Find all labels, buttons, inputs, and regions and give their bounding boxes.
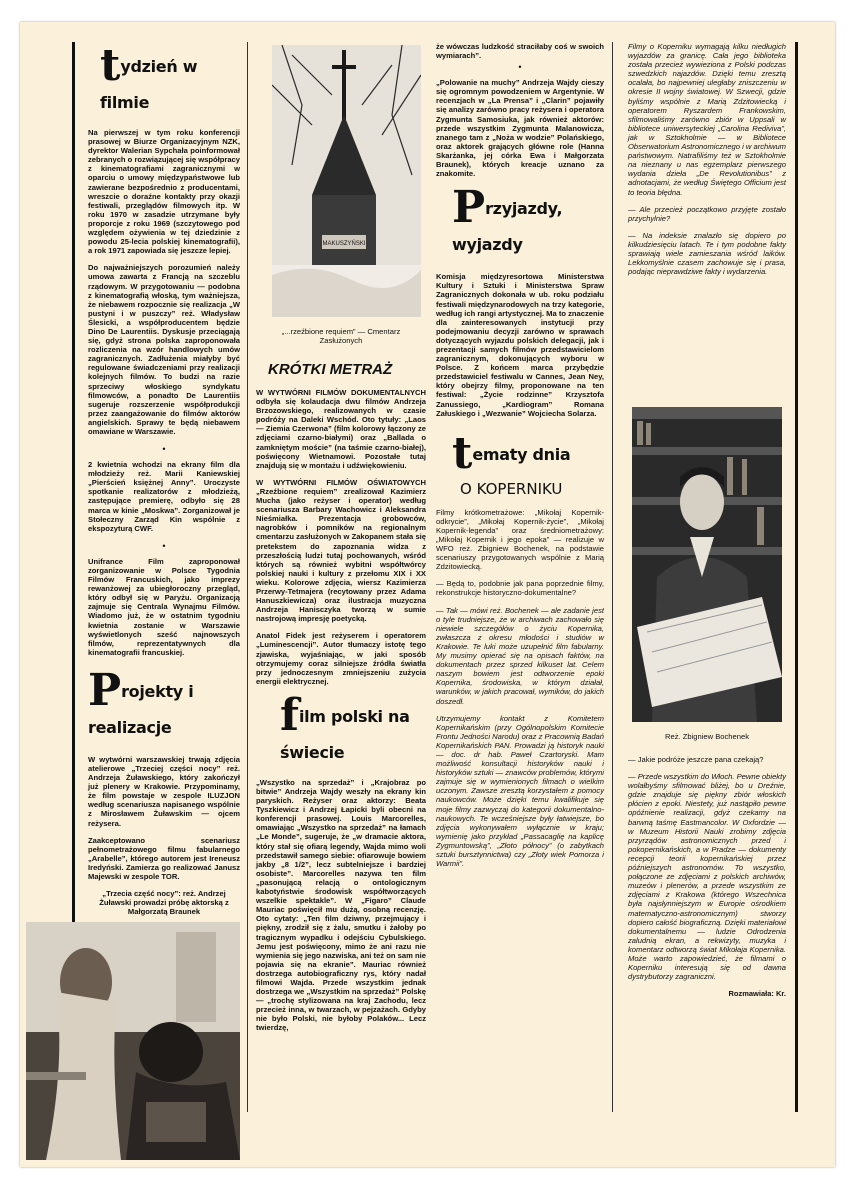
article-paragraph: Komisja międzyresortowa Ministerstwa Kultury i Sztuki i Ministerstwa Spraw Zagranicznych dokonała w ub. roku podziału festiwali międzynarodowych na trzy kategorie, według ich rangi artystycznej. Ma to znaczenie dla zainteresowanych instytucji przy podejmowaniu decyzji zarówno w sprawach dotyczących wyjazdu polskich delegacji, jak i prezentacji samych filmów przedstawicielom zagranicznym, dokonujących wyboru w Polsce. Z końcem marca przybędzie przedstawiciel festiwalu w Cannes, Jean Ney, który obejrzy filmy, proponowane na ten festiwal: „Życie rodzinne” Krzysztofa Zanussiego, „Kardiogram” Romana Załuskiego i „Wezwanie” Wojciecha Solarza. (436, 272, 604, 418)
article-paragraph: W WYTWÓRNI FILMÓW OŚWIATOWYCH „Rzeźbione requiem” zrealizował Kazimierz Mucha (jako reżyser i operator) według scenariusza Barbary Wachowicz i Aleksandra Nieśmiałka. Prezentacja grobowców, nagrobków i pomników na regionalnym cmentarzu zasłużonych w Zakopanem stała się pretekstem do zapoznania widza z przeszłością ludzi tutaj pochowanych, wśród których są również wybitni współtwórcy polskiej nauki i kultury z przełomu XIX i XX wieku. Kolorowe zdjęcia, wiersz Kazimierza Przerwy-Tetmajera (recytowany przez Adama Hanuszkiewicza) oraz ilustracja muzyczna Andrzeja Hanisczyka tworzą w sumie nastrojową impresję poetycką. (256, 477, 426, 624)
section-heading-film-polski: film polski na świecie (280, 689, 410, 762)
column-1 (88, 42, 240, 924)
author-signature: Rozmawiała: Kr. (728, 989, 786, 999)
article-paragraph: Filmy krótkometrażowe: „Mikołaj Kopernik-odkrycie”, „Mikołaj Kopernik-życie”, „Mikołaj Kopernik-legenda” oraz średniometrażowy: „Mikołaj Kopernik i jego epoka” — realizuje w WFO reż. Zbigniew Bochenek, na podstawie scenariuszy przygotowanych wspólnie z Marią Zdzitowiecką. (436, 507, 604, 572)
article-paragraph: Do najważniejszych porozumień należy umowa zawarta z Francją na szczeblu rządowym. W przygotowaniu — podobna z kinematografią włoską, tym ważniejsza, że niebawem rozpocznie się realizacja „W pustyni i w puszczy” reż. Władysław Ślesicki, a współproducentem będzie Dino De Laurentiis. Dyskusje przeciągają się, gdyż strona polska zaproponowała rozliczenia na wzór handlowych umów zagranicznych. Zadłużenia miałyby być regulowane świadczeniami przy realizacji kolejnych filmów. To budzi na razie sprzeciwy włoskiego syndykatu filmowców, a ponadto De Laurentiis sugeruje rozszerzenie współprodukcji przez zaangażowanie do filmów aktorów angielskich. Sprawy te będą niebawem omawiane w Warszawie. (88, 263, 240, 436)
director-portrait-photo (632, 407, 782, 722)
column-4-lower (628, 728, 786, 998)
article-subheading: O KOPERNIKU (460, 479, 563, 498)
film-still-photo (26, 922, 240, 1160)
film-still-illustration (26, 922, 240, 1160)
article-paragraph: — Jakie podróże jeszcze pana czekają? (628, 755, 764, 764)
article-paragraph: — Ale przecież początkowo przyjęte zostało przychylnie? (628, 204, 786, 223)
article-paragraph: Filmy o Koperniku wymagają kilku niedługich wyjazdów za granicę. Cała jego biblioteka została przecież wywieziona z Polski podczas szwedzkich najazdów. Dzięki temu zresztą ocalała, bo najpewniej uległaby zniszczeniu w okresie II wojny światowej. W Szwecji, gdzie byliśmy wspólnie z Marią Zdzitowiecką i operatorem Ryszardem Frankowskim, sfilmowaliśmy zarówno zbiór w Uppsali w bibliotece uniwersyteckiej „Carolina Rediviva”, jak w Sztokholmie — w Bibliotece Obserwatorium Astronomicznego i w archiwum państwowym. Natrafiliśmy też w Sztokholmie na nieznany u nas egzemplarz pierwszego wydania dzieła „De Revolutionibus” z adnotacjami, że według Świętego Officium jest to teoria błędna. (628, 42, 786, 197)
stone-inscription: MAKUSZYŃSKI (322, 241, 366, 247)
photo-caption: Reż. Zbigniew Bochenek (665, 732, 749, 741)
article-paragraph: „Wszystko na sprzedaż” i „Krajobraz po bitwie” Andrzeja Wajdy weszły na ekrany kin paryskich. Reżyser oraz aktorzy: Beata Tyszkiewicz i Andrzej Łapicki byli obecni na konferencji prasowej. Louis Marcorelles, omawiając „Wszystko na sprzedaż” na łamach „Le Monde”, sugeruje, że „w dramacie aktora, który stał się ofiarą legendy, Wajda mimo woli przedstawił samego siebie: ofiarowuje bowiem jakby „8 1/2”, lecz subtelniejsze i bardziej osobiste”. Marcorelles nazywa ten film „pasonującą relacją o ontologicznym kabotyństwie środowisk współtworzących wszelkie spektakle”. W „Figaro” Claude Mauriac poświęcił mu dużą, osobną recenzję. Oto cytaty: „Ten film dziwny, przejmujący i piękny, zrodził się z żalu, smutku i żałoby po tragicznym wypadku i odejściu Cybulskiego. Jemu jest poświęcony, mimo że ani razu nie wymienia się jego nazwiska, ani też on sam nie pojawia się na ekranie”. Mauriac również dostrzega autobiograficzny rys, który nadał filmowi Wajda. Przede wszystkim jednak dostrzega we „Wszystkim na sprzedaż” Polskę — „trochę stylizowana na kraj Zachodu, lecz przecież inna, w twarzach, w pejzażach. Gdyby nie było Polski, nie byłoby Polaków... Lecz twierdzę, (256, 777, 426, 1033)
article-paragraph: Anatol Fidek jest reżyserem i operatorem „Luminescencji”. Autor tłumaczy istotę tego zjawiska, wyjaśniając, w jaki sposób otrzymujemy coraz silniejsze źródła światła przy jednoczesnym zmniejszeniu zużycia energii elektrycznej. (256, 631, 426, 686)
photo-caption: „...rzeźbione requiem” — Cmentarz Zasłużonych (281, 327, 401, 345)
article-paragraph: „Polowanie na muchy” Andrzeja Wajdy cieszy się ogromnym powodzeniem w Argentynie. W recenzjach w „La Prensa” i „Clarin” pojawiły się analizy zarówno pracy reżysera i operatora Zygmunta Samosiuka, jak również aktorów: przede wszystkim Zygmunta Malanowicza, znanego tam z „Noża w wodzie” Polańskiego, oraz aktorek grających główne role (Hanna Skarżanka, jej córka Ewa i Małgorzata Braunek), których kreacje uznano za znakomite. (436, 78, 604, 179)
section-heading-tydzien: tydzień w filmie (100, 40, 198, 112)
separator-dot: • (518, 62, 522, 73)
article-paragraph: — Będą to, podobnie jak pana poprzednie filmy, rekonstrukcje historyczno-dokumentalne? (436, 579, 604, 598)
article-paragraph: W WYTWÓRNI FILMÓW DOKUMENTALNYCH odbyła się kolaudacja dwu filmów Andrzeja Brzozowskiego, realizowanych w czasie podróży na Daleki Wschód. Oto tytuły: „Laos — Ziemia Czerwona” (film kolorowy łączony ze zdjęciami czarno-białymi) oraz „Ballada o zamkniętym moście” (na taśmie czarno-białej), poświęcony Wietnamowi. Pozostałe tutaj znajdują się w montażu i udźwiękowieniu. (256, 388, 426, 470)
article-paragraph: Na pierwszej w tym roku konferencji prasowej w Biurze Organizacyjnym NZK, dyrektor Walerian Sypchała poinformował zebranych o rozwiązującej się współpracy z kinematografiami zagranicznymi w oparciu o umowy międzypaństwowe lub zawierane bezpośrednio z producentami, wreszcie o doraźne kontakty przy okazji festiwali, przeglądów filmowych itp. W roku 1970 w zasadzie utrzymane były proporcje z roku 1969 (szczytowego pod względem ożywienia w tej dziedzinie z powodu 25-lecia polskiej kinematografii), a rok 1971 zapowiada się jeszcze lepiej. (88, 128, 240, 256)
cemetery-illustration (272, 45, 421, 317)
article-paragraph: 2 kwietnia wchodzi na ekrany film dla młodzieży reż. Marii Kaniewskiej „Pierścień księżnej Anny”. Uroczyste spotkanie realizatorów z młodzieżą, zastępujące premierę, odbyło się 28 marca w kinie „Moskwa”. Zorganizował je Stołeczny Zarząd Kin wspólnie z ekspozyturą CWF. (88, 460, 240, 533)
article-paragraph: Utrzymujemy kontakt z Komitetem Kopernikańskim (przy Ogólnopolskim Komitecie Frontu Jedności Narodu) oraz z Pracownią Badań Kopernikańskich PAN. Prowadzi ją historyk nauki — doc. dr hab. Paweł Czartoryski. Mam możliwość konsultacji historyków nauki i historyków sztuki — znawców problemów, którymi zajmuje się w wymienionych filmach o wielkim uczonym. Zawsze zresztą korzystałem z pomocy naukowców. Może dzięki temu kwalifikuje się moje filmy zazwyczaj do kategorii dokumentalno-naukowych. Te wcześniejsze były łatwiejsze, bo zdjęcia wykonywałem wyłącznie w kraju; wymienię jako przykład „Passacaglię na kaplicę Zygmuntowską”, „Złoto północy” (o zabytkach sztuki bursztynnictwa) czy „Złoty wiek Pomorza i Warmii”. (436, 713, 604, 869)
cemetery-photo (272, 45, 421, 317)
section-heading-przyjazdy: Przyjazdy, wyjazdy (452, 182, 563, 255)
article-paragraph: — Na indeksie znalazło się dopiero po kilkudziesięciu latach. Te i tym podobne fakty sprawiają wiele zamieszania wśród laików. Lekkomyślnie czasem zachowuje się i prasa, podając nieprawdziwe fakty i wydarzenia. (628, 230, 786, 277)
article-paragraph: — Przede wszystkim do Włoch. Pewne obiekty wolałbyśmy sfilmować bliżej, bo u Dreźnie, gdzie znajduje się piękny zbiór włoskich płócien z epoki. Niestety, już nastąpiło pewne opóźnienie realizacji, gdyż czekamy na barwną taśmę Eastmancolor. W Oxfordzie — w Muzeum Historii Nauki zrobimy zdjęcia przyrządów astronomicznych przed i pokopernikańskich, a w Pradze — dokumenty recepcji teorii kopernikańskiej przez późniejszych astronomów. To wszystko, połączone ze zdjęciami z polskich archiwów, muzeów i plenerów, a przede wszystkim ze zdjęciami z Krakowa (którego Wszechnica była najsłynniejszym w Europie ośrodkiem matematyczno-astronomicznym) stworzy dopiero całość biograficzną. Dzięki materiałowi dokumentalnemu — ludzie Odrodzenia zaludnią ekran, a rekwizyty, muzyka i komentarz odtworzą świat Mikołaja Kopernika. Może warto zapowiedzieć, że filmami o Koperniku interesują się od dawna dystrybutorzy zagraniczni. (628, 772, 786, 982)
column-4 (628, 42, 786, 284)
photo-caption: „Trzecia część nocy”: reż. Andrzej Żuławski prowadzi próbę aktorską z Małgorzatą Braunek (99, 889, 229, 917)
section-heading-projekty: Projekty i realizacje (88, 664, 194, 737)
column-divider-1 (247, 42, 248, 1112)
section-heading-tematy-dnia: tematy dnia (452, 427, 571, 479)
column-rule-right (795, 42, 798, 1112)
article-paragraph: Zaakceptowano scenariusz pełnometrażowego filmu fabularnego „Arabelle”, którego autorem jest Ireneusz Iredyński. Zamierza go realizować Janusz Majewski w zespole TOR. (88, 835, 240, 881)
article-paragraph: Unifrance Film zaproponował zorganizowanie w Polsce Tygodnia Filmów Francuskich, jako imprezy rewanżowej za ubiegłoroczny przegląd, który odbył się w Paryżu. Organizacją zajmuje się Centrala Wynajmu Filmów. Wiadomo już, że w ostatnim tygodniu kwietnia zostanie w Warszawie wyświetlonych sześć najnowszych filmów, reprezentatywnych dla kinematografii francuskiej. (88, 556, 240, 657)
separator-dot: • (162, 540, 166, 551)
column-divider-3 (612, 42, 613, 1112)
article-paragraph: — Tak — mówi reż. Bochenek — ale zadanie jest o tyle trudniejsze, że w archiwach zachowało się niewiele szczegółów o życiu Kopernika, zwłaszcza z okresu młodości i studiów w Krakowie. Te luki może uzupełnić film fabularny. My musimy opierać się na opisach faktów, na dokumentach przez sprzed kilkuset lat. Celem naszym bowiem jest odtworzenie epoki Kopernika, środowiska, w którym działał, warunków, w jakich pracował, wymików, do jakich doszedł. (436, 605, 604, 706)
section-heading-krotki-metraz: KRÓTKI METRAŻ (268, 361, 393, 378)
separator-dot: • (162, 444, 166, 455)
column-2 (256, 323, 426, 1041)
column-3 (436, 42, 604, 876)
article-paragraph: że wówczas ludzkość straciłaby coś w swoich wymiarach”. (436, 42, 604, 61)
director-portrait-illustration (632, 407, 782, 722)
article-paragraph: W wytwórni warszawskiej trwają zdjęcia atelierowe „Trzeciej części nocy” reż. Andrzeja Żuławskiego, który zakończył już plenery w Krakowie. Przypominamy, że film powstaje w zespole ILUZJON według scenariusza napisanego wspólnie z Mirosławem Żuławskim — ojcem reżysera. (88, 754, 240, 828)
